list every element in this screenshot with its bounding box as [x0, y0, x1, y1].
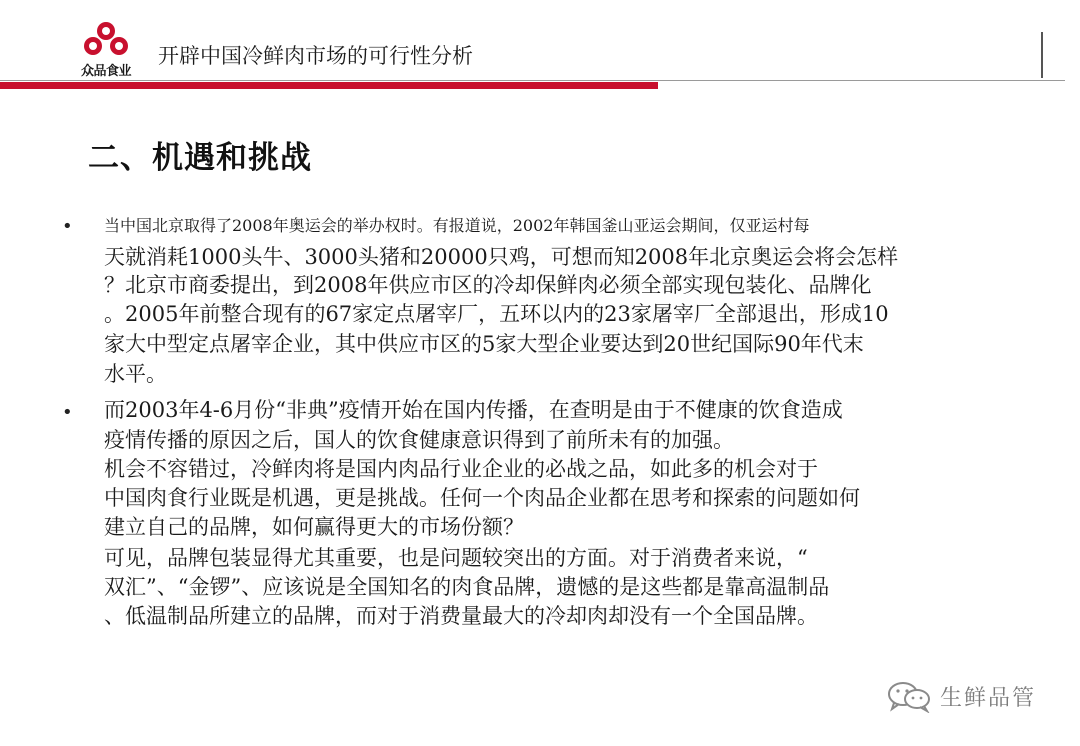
watermark-text: 生鲜品管 — [940, 686, 1037, 711]
paragraph-line: ？北京市商委提出，到2008年供应市区的冷却保鲜肉必须全部实现包装化、品牌化 — [104, 273, 872, 297]
paragraph-line: 建立自己的品牌，如何赢得更大的市场份额？ — [104, 515, 524, 539]
paragraph-line: 疫情传播的原因之后，国人的饮食健康意识得到了前所未有的加强。 — [104, 428, 734, 452]
paragraph-line: 而2003年4-6月份“非典”疫情开始在国内传播，在查明是由于不健康的饮食造成 — [104, 398, 843, 422]
logo-emblem-icon — [78, 18, 134, 62]
paragraph-line: 双汇”、“金锣”、应该说是全国知名的肉食品牌，遗憾的是这些都是靠高温制品 — [104, 575, 830, 599]
bullet-marker: • — [62, 216, 73, 237]
paragraph-line: 中国肉食行业既是机遇，更是挑战。任何一个肉品企业都在思考和探索的问题如何 — [104, 486, 860, 510]
wechat-icon — [886, 681, 934, 713]
header-rule-red — [0, 82, 658, 89]
paragraph-line: 天就消耗1000头牛、3000头猪和20000只鸡，可想而知2008年北京奥运会将会怎样 — [104, 245, 899, 269]
paragraph-line: 水平。 — [104, 362, 167, 386]
paragraph-line: 、低温制品所建立的品牌，而对于消费量最大的冷却肉却没有一个全国品牌。 — [104, 604, 818, 628]
header-title: 开辟中国冷鲜肉市场的可行性分析 — [158, 44, 473, 68]
paragraph-line: 家大中型定点屠宰企业，其中供应市区的5家大型企业要达到20世纪国际90年代末 — [104, 332, 864, 356]
watermark — [886, 679, 1056, 713]
logo-text: 众品食业 — [80, 64, 131, 79]
paragraph-line: 。2005年前整合现有的67家定点屠宰厂，五环以内的23家屠宰厂全部退出，形成10 — [104, 302, 889, 326]
paragraph-line: 可见，品牌包装显得尤其重要，也是问题较突出的方面。对于消费者来说，“ — [104, 546, 808, 570]
section-title: 二、机遇和挑战 — [88, 140, 312, 176]
header-divider — [1041, 32, 1043, 78]
bullet-marker: • — [62, 402, 73, 423]
header-rule-gray — [0, 80, 1065, 81]
paragraph-line: 当中国北京取得了2008年奥运会的举办权时。有报道说，2002年韩国釜山亚运会期间，仅亚运村每 — [104, 216, 810, 235]
paragraph-line: 机会不容错过，冷鲜肉将是国内肉品行业企业的必战之品，如此多的机会对于 — [104, 457, 818, 481]
